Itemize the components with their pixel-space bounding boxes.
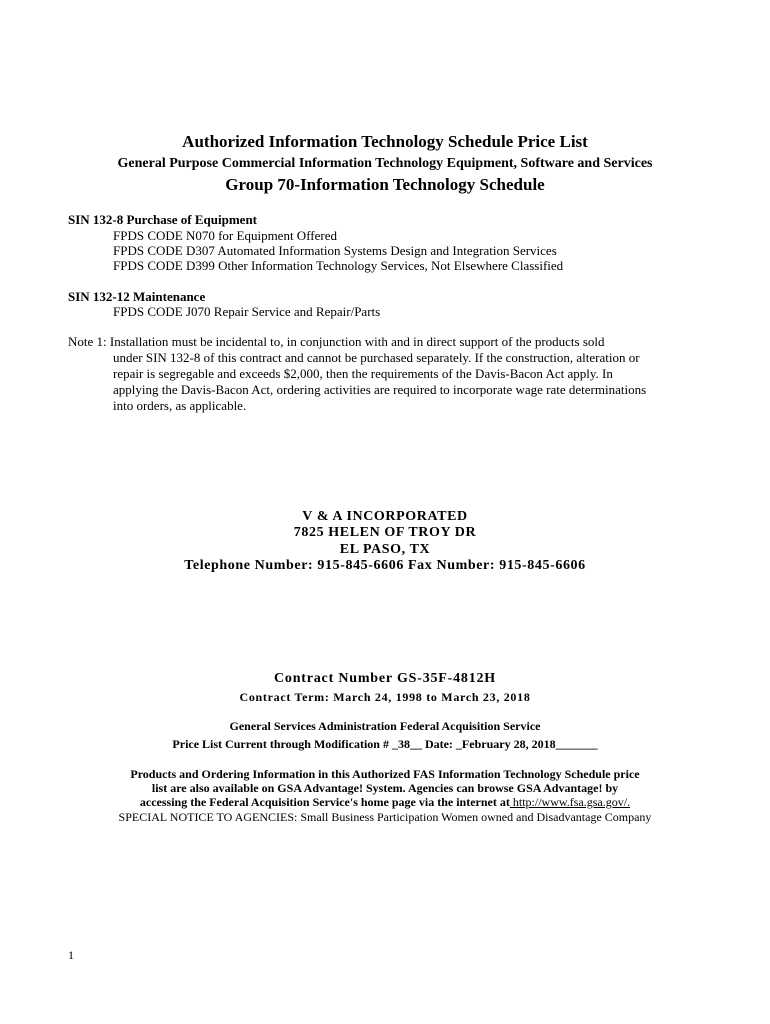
sin-maintenance-heading: SIN 132-12 Maintenance — [68, 289, 206, 304]
document-title: Authorized Information Technology Schedule Price List — [182, 132, 588, 151]
products-line — [0, 795, 770, 810]
company-street: 7825 HELEN OF TROY DR — [293, 525, 477, 540]
company-city: EL PASO, TX — [339, 542, 431, 557]
company-phone-fax: Telephone Number: 915-845-6606 Fax Number: 915-845-6606 — [184, 558, 586, 573]
products-line-text: accessing the Federal Acquisition Service's home page via the internet at — [139, 795, 510, 809]
note-line: repair is segregable and exceeds $2,000, then the requirements of the Davis-Bacon Act apply. In — [113, 366, 613, 381]
schedule-group-title: Group 70-Information Technology Schedule — [225, 175, 545, 194]
note-first-line: Note 1: Installation must be incidental to, in conjunction with and in direct support of the products sold — [68, 334, 605, 349]
fpds-code-line: FPDS CODE J070 Repair Service and Repair/Parts — [113, 304, 381, 319]
fpds-code-line: FPDS CODE D307 Automated Information Systems Design and Integration Services — [113, 243, 557, 258]
fas-website-link[interactable]: http://www.fsa.gsa.gov/. — [509, 795, 631, 809]
products-line: Products and Ordering Information in this Authorized FAS Information Technology Schedule price — [130, 767, 640, 781]
note-line: applying the Davis-Bacon Act, ordering activities are required to incorporate wage rate determinations — [113, 382, 647, 397]
agency-name: General Services Administration Federal Acquisition Service — [229, 719, 541, 733]
sin-equipment-heading: SIN 132-8 Purchase of Equipment — [68, 212, 258, 227]
fpds-code-line: FPDS CODE N070 for Equipment Offered — [113, 228, 337, 243]
company-name: V & A INCORPORATED — [302, 509, 468, 524]
document-subtitle: General Purpose Commercial Information Technology Equipment, Software and Services — [117, 156, 653, 171]
price-list-modification: Price List Current through Modification # _38__ Date: _February 28, 2018_______ — [172, 737, 598, 751]
page-number: 1 — [68, 948, 74, 962]
products-line: list are also available on GSA Advantage! System. Agencies can browse GSA Advantage! by — [151, 781, 619, 795]
note-line: under SIN 132-8 of this contract and cannot be purchased separately. If the construction, alteration or — [113, 350, 640, 365]
contract-term: Contract Term: March 24, 1998 to March 23, 2018 — [239, 690, 531, 704]
contract-number: Contract Number GS-35F-4812H — [273, 671, 496, 686]
fpds-code-line: FPDS CODE D399 Other Information Technology Services, Not Elsewhere Classified — [113, 258, 564, 273]
note-line: into orders, as applicable. — [113, 398, 247, 413]
special-notice: SPECIAL NOTICE TO AGENCIES: Small Business Participation Women owned and Disadvantage Company — [118, 810, 652, 824]
